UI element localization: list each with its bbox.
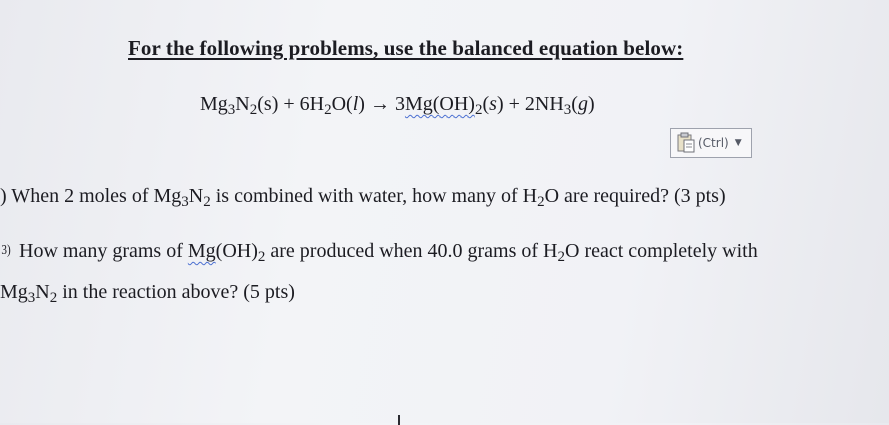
question-1: ) When 2 moles of $Mg_3N_2$ is combined with water, how many of $H_2O$ are required? (3 pts) bbox=[0, 185, 726, 210]
paste-options-button[interactable] bbox=[670, 128, 752, 158]
question-number: 3) bbox=[1, 243, 11, 258]
eq-plus: + bbox=[503, 93, 525, 115]
eq-water: $6H_2O(l)$ bbox=[299, 93, 365, 118]
chevron-down-icon: ▼ bbox=[734, 138, 742, 148]
eq-arrow: → bbox=[364, 93, 395, 115]
spellcheck-underline[interactable]: Mg(OH) bbox=[404, 93, 475, 115]
spellcheck-underline[interactable]: Mg bbox=[187, 240, 216, 262]
paste-options-label: (Ctrl) bbox=[698, 136, 729, 150]
text-cursor bbox=[398, 415, 400, 425]
question-2-line-1: 3) How many grams of $Mg(OH)_2$ are produced when 40.0 grams of $H_2O$ react completely with bbox=[1, 240, 758, 265]
eq-mgoh2: $3Mg(OH)_2(s)$ bbox=[394, 93, 504, 118]
question-2-line-2: $Mg_3N_2$ in the reaction above? (5 pts) bbox=[0, 281, 295, 306]
balanced-equation bbox=[200, 93, 595, 116]
eq-plus: + bbox=[278, 93, 300, 115]
eq-nh3: $2NH_3(g)$ bbox=[524, 93, 595, 118]
section-heading: For the following problems, use the balanced equation below: bbox=[128, 36, 684, 60]
question-number: ) bbox=[0, 185, 7, 207]
clipboard-icon bbox=[676, 132, 696, 154]
eq-mg3n2: $Mg_3N_2(s)$ bbox=[200, 93, 279, 118]
